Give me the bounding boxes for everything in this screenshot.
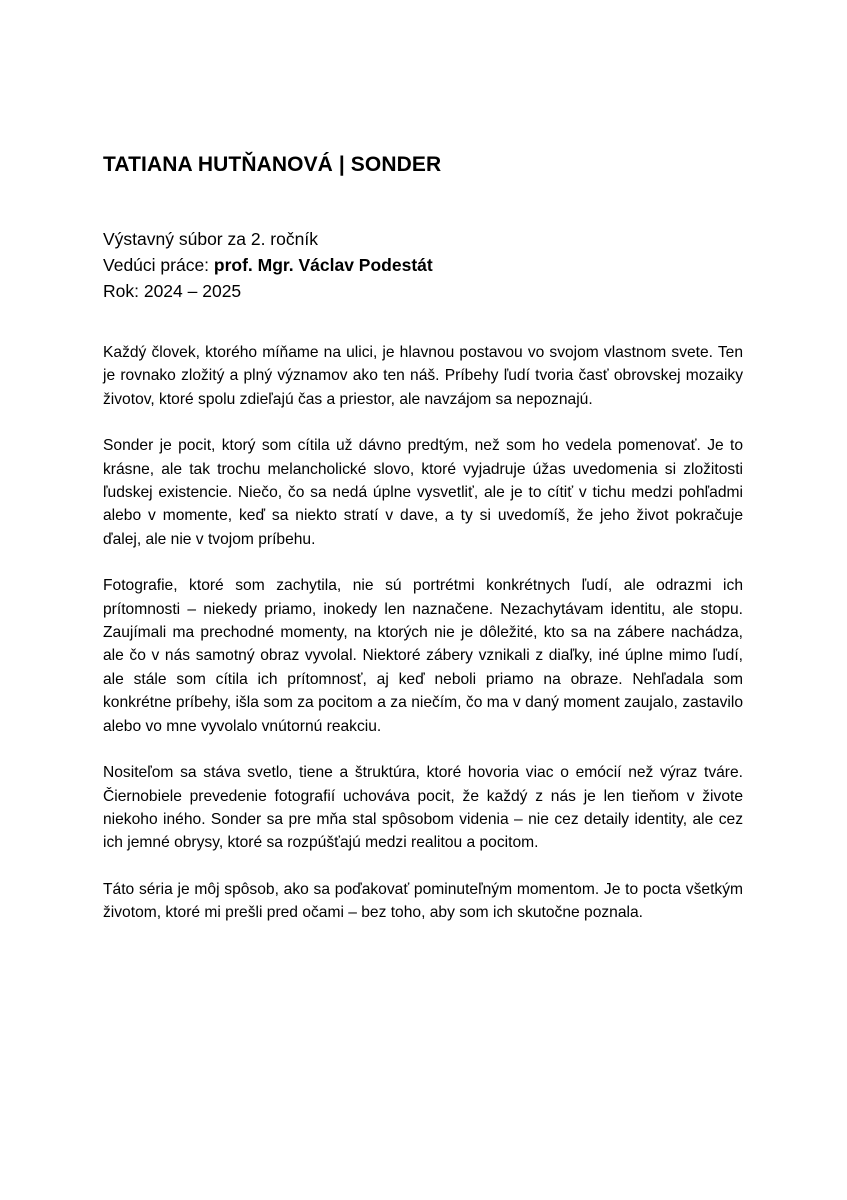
body-paragraph: Táto séria je môj spôsob, ako sa poďakovať pominuteľným momentom. Je to pocta všetkým životom, ktoré mi prešli pred očami – bez toho, aby som ich skutočne poznala. [103, 880, 743, 922]
document-title: TATIANA HUTŇANOVÁ | SONDER [103, 153, 442, 176]
document-page [103, 150, 743, 948]
document-meta [103, 226, 743, 304]
supervisor-name: prof. Mgr. Václav Podestát [213, 255, 433, 275]
body-paragraph: Fotografie, ktoré som zachytila, nie sú portrétmi konkrétnych ľudí, ale odrazmi ich prítomnosti – niekedy priamo, inokedy len naznačene. Nezachytávam identitu, ale stopu. Zaujímali ma prechodné momenty, na ktorých nie je dôležité, kto sa na zábere nachádza, ale čo v nás samotný obraz vyvolal. Niektoré zábery vznikali z diaľky, iné úplne mimo ľudí, ale stále som cítila ich prítomnosť, aj keď neboli priamo na obraze. Nehľadala som konkrétne príbehy, išla som za pocitom a za niečím, čo ma v daný moment zaujalo, zastavilo alebo vo mne vyvolalo vnútornú reakciu. [103, 577, 743, 735]
meta-program-line: Výstavný súbor za 2. ročník [103, 229, 318, 249]
body-paragraph: Sonder je pocit, ktorý som cítila už dávno predtým, než som ho vedela pomenovať. Je to krásne, ale tak trochu melancholické slovo, ktoré vyjadruje úžas uvedomenia si zložitosti ľudskej existencie. Niečo, čo sa nedá úplne vysvetliť, ale je to cítiť v tichu medzi pohľadmi alebo v momente, keď sa niekto stratí v dave, a ty si uvedomíš, že jeho život pokračuje ďalej, ale nie v tvojom príbehu. [103, 437, 743, 548]
meta-year-line: Rok: 2024 – 2025 [103, 281, 242, 301]
body-paragraph: Každý človek, ktorého míňame na ulici, je hlavnou postavou vo svojom vlastnom svete. Ten je rovnako zložitý a plný významov ako ten náš. Príbehy ľudí tvoria časť obrovskej mozaiky životov, ktoré spolu zdieľajú čas a priestor, ale navzájom sa nepoznajú. [103, 344, 743, 408]
body-paragraph: Nositeľom sa stáva svetlo, tiene a štruktúra, ktoré hovoria viac o emócií než výraz tváre. Čiernobiele prevedenie fotografií uchováva pocit, že každý z nás je len tieňom v živote niekoho iného. Sonder sa pre mňa stal spôsobom videnia – nie cez detaily identity, ale cez ich jemné obrysy, ktoré sa rozpúšťajú medzi realitou a pocitom. [103, 764, 743, 852]
supervisor-label: Vedúci práce: [103, 255, 214, 275]
document-body [103, 341, 743, 925]
meta-supervisor-line [103, 252, 743, 278]
